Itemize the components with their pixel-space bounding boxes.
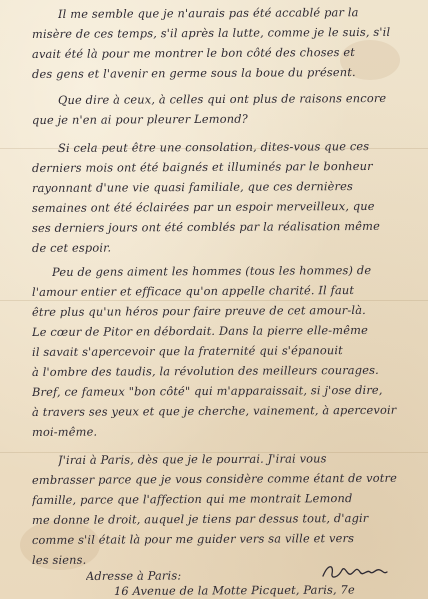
- letter-line: ses derniers jours ont été comblés par la réalisation même: [31, 218, 381, 235]
- address-label: Adresse à Paris:: [85, 568, 182, 583]
- letter-line: il savait s'apercevoir que la fraternité qui s'épanouit: [31, 343, 343, 359]
- letter-line: à l'ombre des taudis, la révolution des meilleurs courages.: [31, 362, 379, 379]
- letter-line: embrasser parce que je vous considère comme étant de votre: [31, 470, 398, 487]
- letter-line: à travers ses yeux et que je cherche, vainement, à apercevoir: [31, 402, 397, 419]
- letter-line: famille, parce que l'affection qui me montrait Lemond: [31, 491, 353, 507]
- letter-line: des gens et l'avenir en germe sous la boue du présent.: [31, 65, 356, 81]
- letter-line: moi-même.: [31, 424, 98, 439]
- letter-line: J'irai à Paris, dès que je le pourrai. J'irai vous: [57, 451, 327, 467]
- letter-line: Il me semble que je n'aurais pas été accablé par la: [57, 5, 359, 21]
- letter-line: Bref, ce fameux "bon côté" qui m'apparaissait, si j'ose dire,: [31, 382, 383, 399]
- letter-line: être plus qu'un héros pour faire preuve de cet amour-là.: [31, 302, 366, 319]
- letter-line: misère de ces temps, s'il après la lutte, comme je le suis, s'il: [31, 24, 391, 41]
- letter-line: rayonnant d'une vie quasi familiale, que ces dernières: [31, 179, 354, 195]
- address-street: 16 Avenue de la Motte Picquet, Paris, 7e: [113, 582, 355, 598]
- letter-line: semaines ont été éclairées par un espoir merveilleux, que: [31, 198, 375, 215]
- letter-line: Peu de gens aiment les hommes (tous les hommes) de: [51, 263, 372, 279]
- letter-line: derniers mois ont été baignés et illuminés par le bonheur: [31, 158, 373, 175]
- letter-line: les siens.: [31, 552, 87, 567]
- letter-line: Le cœur de Pitor en débordait. Dans la pierre elle-même: [31, 322, 369, 339]
- letter-line: l'amour entier et efficace qu'on appelle charité. Il faut: [31, 283, 355, 299]
- letter-line: avait été là pour me montrer le bon côté des choses et: [31, 45, 356, 61]
- letter-line: Si cela peut être une consolation, dites-vous que ces: [57, 139, 370, 155]
- letter-line: Que dire à ceux, à celles qui ont plus de raisons encore: [57, 90, 387, 107]
- letter-line: me donne le droit, auquel je tiens par dessus tout, d'agir: [31, 510, 369, 527]
- letter-line: que je n'en ai pour pleurer Lemond?: [31, 111, 248, 127]
- letter-line: comme s'il était là pour me guider vers sa ville et vers: [31, 531, 355, 547]
- letter-line: de cet espoir.: [31, 240, 112, 255]
